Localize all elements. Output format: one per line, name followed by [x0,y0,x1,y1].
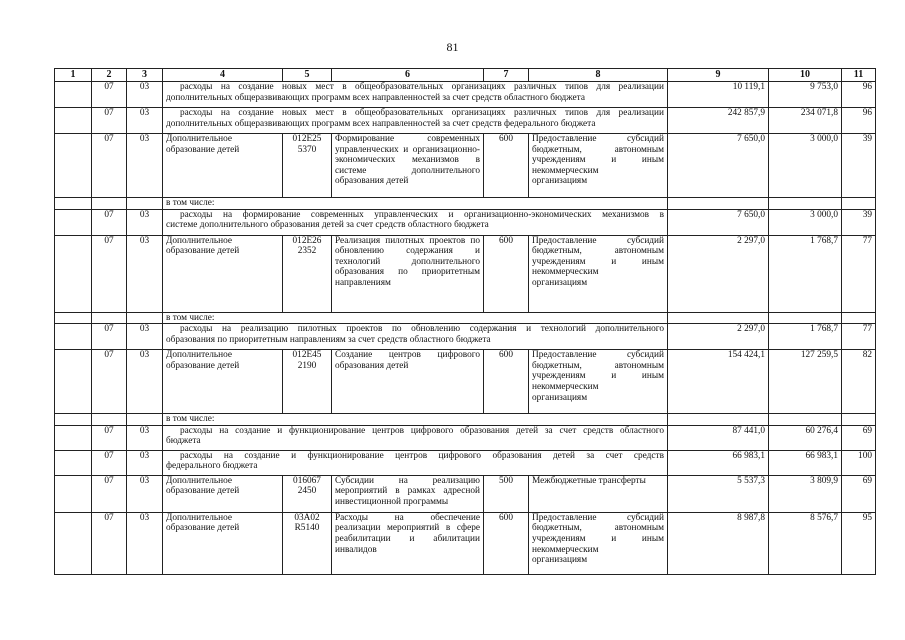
sub-item-description [163,82,668,108]
program-name [163,350,283,414]
execution-percent: 95 [842,512,876,574]
cell-line: расходы на формирование современных управленческих и организационно-экономических механизмов в [180,209,664,220]
cell-line: образования по приоритетным направлениям за счет средств областного бюджета [166,334,491,345]
cell-line: Дополнительное [166,134,233,144]
page-number: 81 [446,40,459,54]
cell-line: учреждениям и иным [532,371,664,382]
executed-amount: 3 809,9 [769,475,842,512]
cell-line: 2352 [297,246,317,257]
cell-line: Предоставление субсидий [532,350,664,361]
program-name [163,475,283,512]
cell-line: направлениям [335,277,391,288]
execution-percent: 69 [842,425,876,450]
table-row [55,235,876,312]
cell-line: Дополнительное [166,475,233,486]
cell-line: обновлению содержания и [335,246,480,257]
cell-line: 012E25 [292,134,322,144]
execution-percent: 77 [842,324,876,350]
cell-line: организациям [532,555,588,566]
empty-cell [668,198,769,210]
cell-line: учреждениям и иным [532,155,664,166]
empty-cell [55,198,92,210]
cell-line: образование детей [166,246,240,257]
empty-cell [769,312,842,324]
column-header: 8 [529,69,668,82]
executed-amount: 60 276,4 [769,425,842,450]
cell-line: федерального бюджета [166,461,258,472]
table-row [55,414,876,426]
cell-line: управленческих и организационно- [335,144,480,155]
cell-line: бюджетным, автономным [532,144,664,155]
subsection-code: 03 [127,350,163,414]
executed-amount: 66 983,1 [769,450,842,475]
section-code: 07 [92,425,127,450]
subsection-code: 03 [127,324,163,350]
expense-type-name [529,512,668,574]
table-row [55,312,876,324]
executed-amount: 8 576,7 [769,512,842,574]
planned-amount: 2 297,0 [668,235,769,312]
empty-cell [842,414,876,426]
table-row [55,324,876,350]
cell-line: мероприятий в рамках адресной [335,486,480,497]
cell-line: 5370 [297,144,317,155]
in-that-number-label: в том числе: [163,198,668,210]
cell-line: расходы на реализацию пилотных проектов по обновлению содержания и технологий дополнительного [180,324,664,335]
table-row [55,475,876,512]
column-header: 6 [332,69,484,82]
empty-cell [55,312,92,324]
cell-line: бюджетным, автономным [532,360,664,371]
cell-line: системе дополнительного [335,165,480,176]
empty-cell [55,235,92,312]
empty-cell [127,414,163,426]
execution-percent: 77 [842,235,876,312]
subsection-code: 03 [127,209,163,235]
table-row [55,82,876,108]
program-name [163,134,283,198]
empty-cell [55,512,92,574]
cell-line: Предоставление субсидий [532,512,664,523]
cell-line: 2190 [297,360,317,371]
empty-cell [55,209,92,235]
section-code: 07 [92,350,127,414]
executed-amount: 3 000,0 [769,209,842,235]
cell-line: Расходы на обеспечение [335,512,480,523]
table-row [55,209,876,235]
cell-line: учреждениям и иным [532,533,664,544]
planned-amount: 2 297,0 [668,324,769,350]
column-header: 11 [842,69,876,82]
empty-cell [127,198,163,210]
cell-line: расходы на создание новых мест в общеобразовательных организациях различных типов для реализации [180,108,664,118]
planned-amount: 10 119,1 [668,82,769,108]
column-header: 7 [484,69,529,82]
expense-type-code: 600 [484,235,529,312]
section-code: 07 [92,324,127,350]
section-code: 07 [92,475,127,512]
cell-line: Реализация пилотных проектов по [335,235,480,246]
program-name [163,235,283,312]
section-code: 07 [92,108,127,134]
target-article-code [283,350,332,414]
empty-cell [55,108,92,134]
planned-amount: 7 650,0 [668,134,769,198]
target-article-code [283,475,332,512]
sub-item-description [163,209,668,235]
empty-cell [92,312,127,324]
cell-line: образования по приоритетным [335,267,480,278]
cell-line: 012E26 [292,235,322,246]
planned-amount: 66 983,1 [668,450,769,475]
sub-item-description [163,425,668,450]
table-row [55,350,876,414]
table-body [55,82,876,575]
subsection-code: 03 [127,425,163,450]
cell-line: Предоставление субсидий [532,235,664,246]
cell-line: дополнительных общеразвивающих программ всех направленностей за счет средств федерального бюджета [166,118,596,129]
planned-amount: 5 537,3 [668,475,769,512]
activity-description [332,512,484,574]
empty-cell [55,414,92,426]
execution-percent: 39 [842,209,876,235]
column-header: 10 [769,69,842,82]
activity-description [332,475,484,512]
cell-line: Субсидии на реализацию [335,475,480,486]
table-row [55,425,876,450]
expense-type-name [529,475,668,512]
cell-line: реализации мероприятий в сфере [335,523,480,534]
cell-line: технологий дополнительного [335,256,480,267]
column-header: 2 [92,69,127,82]
cell-line: образование детей [166,486,240,497]
cell-line: образование детей [166,523,240,534]
cell-line: некоммерческим [532,165,599,176]
empty-cell [668,414,769,426]
activity-description [332,350,484,414]
section-code: 07 [92,134,127,198]
empty-cell [769,414,842,426]
expense-type-name [529,350,668,414]
budget-table [54,68,876,575]
cell-line: учреждениям и иным [532,256,664,267]
empty-cell [668,312,769,324]
column-header: 1 [55,69,92,82]
target-article-code [283,235,332,312]
section-code: 07 [92,512,127,574]
cell-line: бюджетным, автономным [532,523,664,534]
empty-cell [55,82,92,108]
column-header: 3 [127,69,163,82]
planned-amount: 154 424,1 [668,350,769,414]
section-code: 07 [92,209,127,235]
subsection-code: 03 [127,512,163,574]
table-row [55,512,876,574]
cell-line: инвалидов [335,544,377,555]
cell-line: образование детей [166,360,240,371]
empty-cell [55,134,92,198]
cell-line: Дополнительное [166,350,233,361]
executed-amount: 234 071,8 [769,108,842,134]
cell-line: Предоставление субсидий [532,134,664,144]
cell-line: образования детей [335,176,409,187]
table-row [55,198,876,210]
planned-amount: 8 987,8 [668,512,769,574]
cell-line: организациям [532,392,588,403]
cell-line: организациям [532,277,588,288]
executed-amount: 9 753,0 [769,82,842,108]
cell-line: Формирование современных [335,134,480,144]
execution-percent: 100 [842,450,876,475]
cell-line: 012E45 [292,350,322,361]
target-article-code [283,134,332,198]
execution-percent: 96 [842,82,876,108]
cell-line: организациям [532,176,588,187]
empty-cell [842,198,876,210]
planned-amount: 7 650,0 [668,209,769,235]
cell-line: некоммерческим [532,267,599,278]
empty-cell [92,414,127,426]
expense-type-name [529,235,668,312]
empty-cell [842,312,876,324]
in-that-number-label: в том числе: [163,414,668,426]
sub-item-description [163,450,668,475]
expense-type-code: 600 [484,512,529,574]
cell-line: экономических механизмов в [335,155,480,166]
cell-line: Межбюджетные трансферты [532,475,646,486]
expense-type-name [529,134,668,198]
table-row [55,108,876,134]
table-row [55,450,876,475]
program-name [163,512,283,574]
cell-line: реабилитации и абилитации [335,533,480,544]
execution-percent: 82 [842,350,876,414]
cell-line: образования детей [335,360,409,371]
cell-line: некоммерческим [532,544,599,555]
empty-cell [55,425,92,450]
cell-line: дополнительных общеразвивающих программ всех направленностей за счет средств областного бюджета [166,92,585,103]
executed-amount: 3 000,0 [769,134,842,198]
empty-cell [769,198,842,210]
planned-amount: 87 441,0 [668,425,769,450]
sub-item-description [163,108,668,134]
cell-line: Создание центров цифрового [335,350,480,361]
expense-type-code: 500 [484,475,529,512]
expense-type-code: 600 [484,134,529,198]
cell-line: расходы на создание и функционирование центров цифрового образования детей за счет средств [180,450,664,461]
cell-line: системе дополнительного образования детей за счет средств областного бюджета [166,220,489,231]
in-that-number-label: в том числе: [163,312,668,324]
section-code: 07 [92,450,127,475]
column-header: 5 [283,69,332,82]
header-row [55,69,876,82]
cell-line: Дополнительное [166,235,233,246]
column-header: 4 [163,69,283,82]
empty-cell [55,350,92,414]
empty-cell [55,324,92,350]
cell-line: 2450 [297,486,317,497]
cell-line: расходы на создание и функционирование центров цифрового образования детей за счет средств областного [180,425,664,436]
cell-line: образование детей [166,144,240,155]
subsection-code: 03 [127,475,163,512]
cell-line: Дополнительное [166,512,233,523]
activity-description [332,235,484,312]
cell-line: инвестиционной программы [335,496,449,507]
cell-line: бюджета [166,436,201,447]
cell-line: расходы на создание новых мест в общеобразовательных организациях различных типов для реализации [180,82,664,92]
empty-cell [55,475,92,512]
cell-line: бюджетным, автономным [532,246,664,257]
subsection-code: 03 [127,235,163,312]
execution-percent: 96 [842,108,876,134]
table-row [55,134,876,198]
subsection-code: 03 [127,82,163,108]
subsection-code: 03 [127,450,163,475]
column-header: 9 [668,69,769,82]
section-code: 07 [92,235,127,312]
cell-line: некоммерческим [532,381,599,392]
empty-cell [127,312,163,324]
expense-type-code: 600 [484,350,529,414]
section-code: 07 [92,82,127,108]
executed-amount: 1 768,7 [769,235,842,312]
sub-item-description [163,324,668,350]
cell-line: R5140 [294,523,320,534]
activity-description [332,134,484,198]
empty-cell [55,450,92,475]
executed-amount: 127 259,5 [769,350,842,414]
subsection-code: 03 [127,108,163,134]
planned-amount: 242 857,9 [668,108,769,134]
empty-cell [92,198,127,210]
cell-line: 03А02 [294,512,320,523]
execution-percent: 39 [842,134,876,198]
target-article-code [283,512,332,574]
subsection-code: 03 [127,134,163,198]
executed-amount: 1 768,7 [769,324,842,350]
execution-percent: 69 [842,475,876,512]
cell-line: 016067 [293,475,321,486]
